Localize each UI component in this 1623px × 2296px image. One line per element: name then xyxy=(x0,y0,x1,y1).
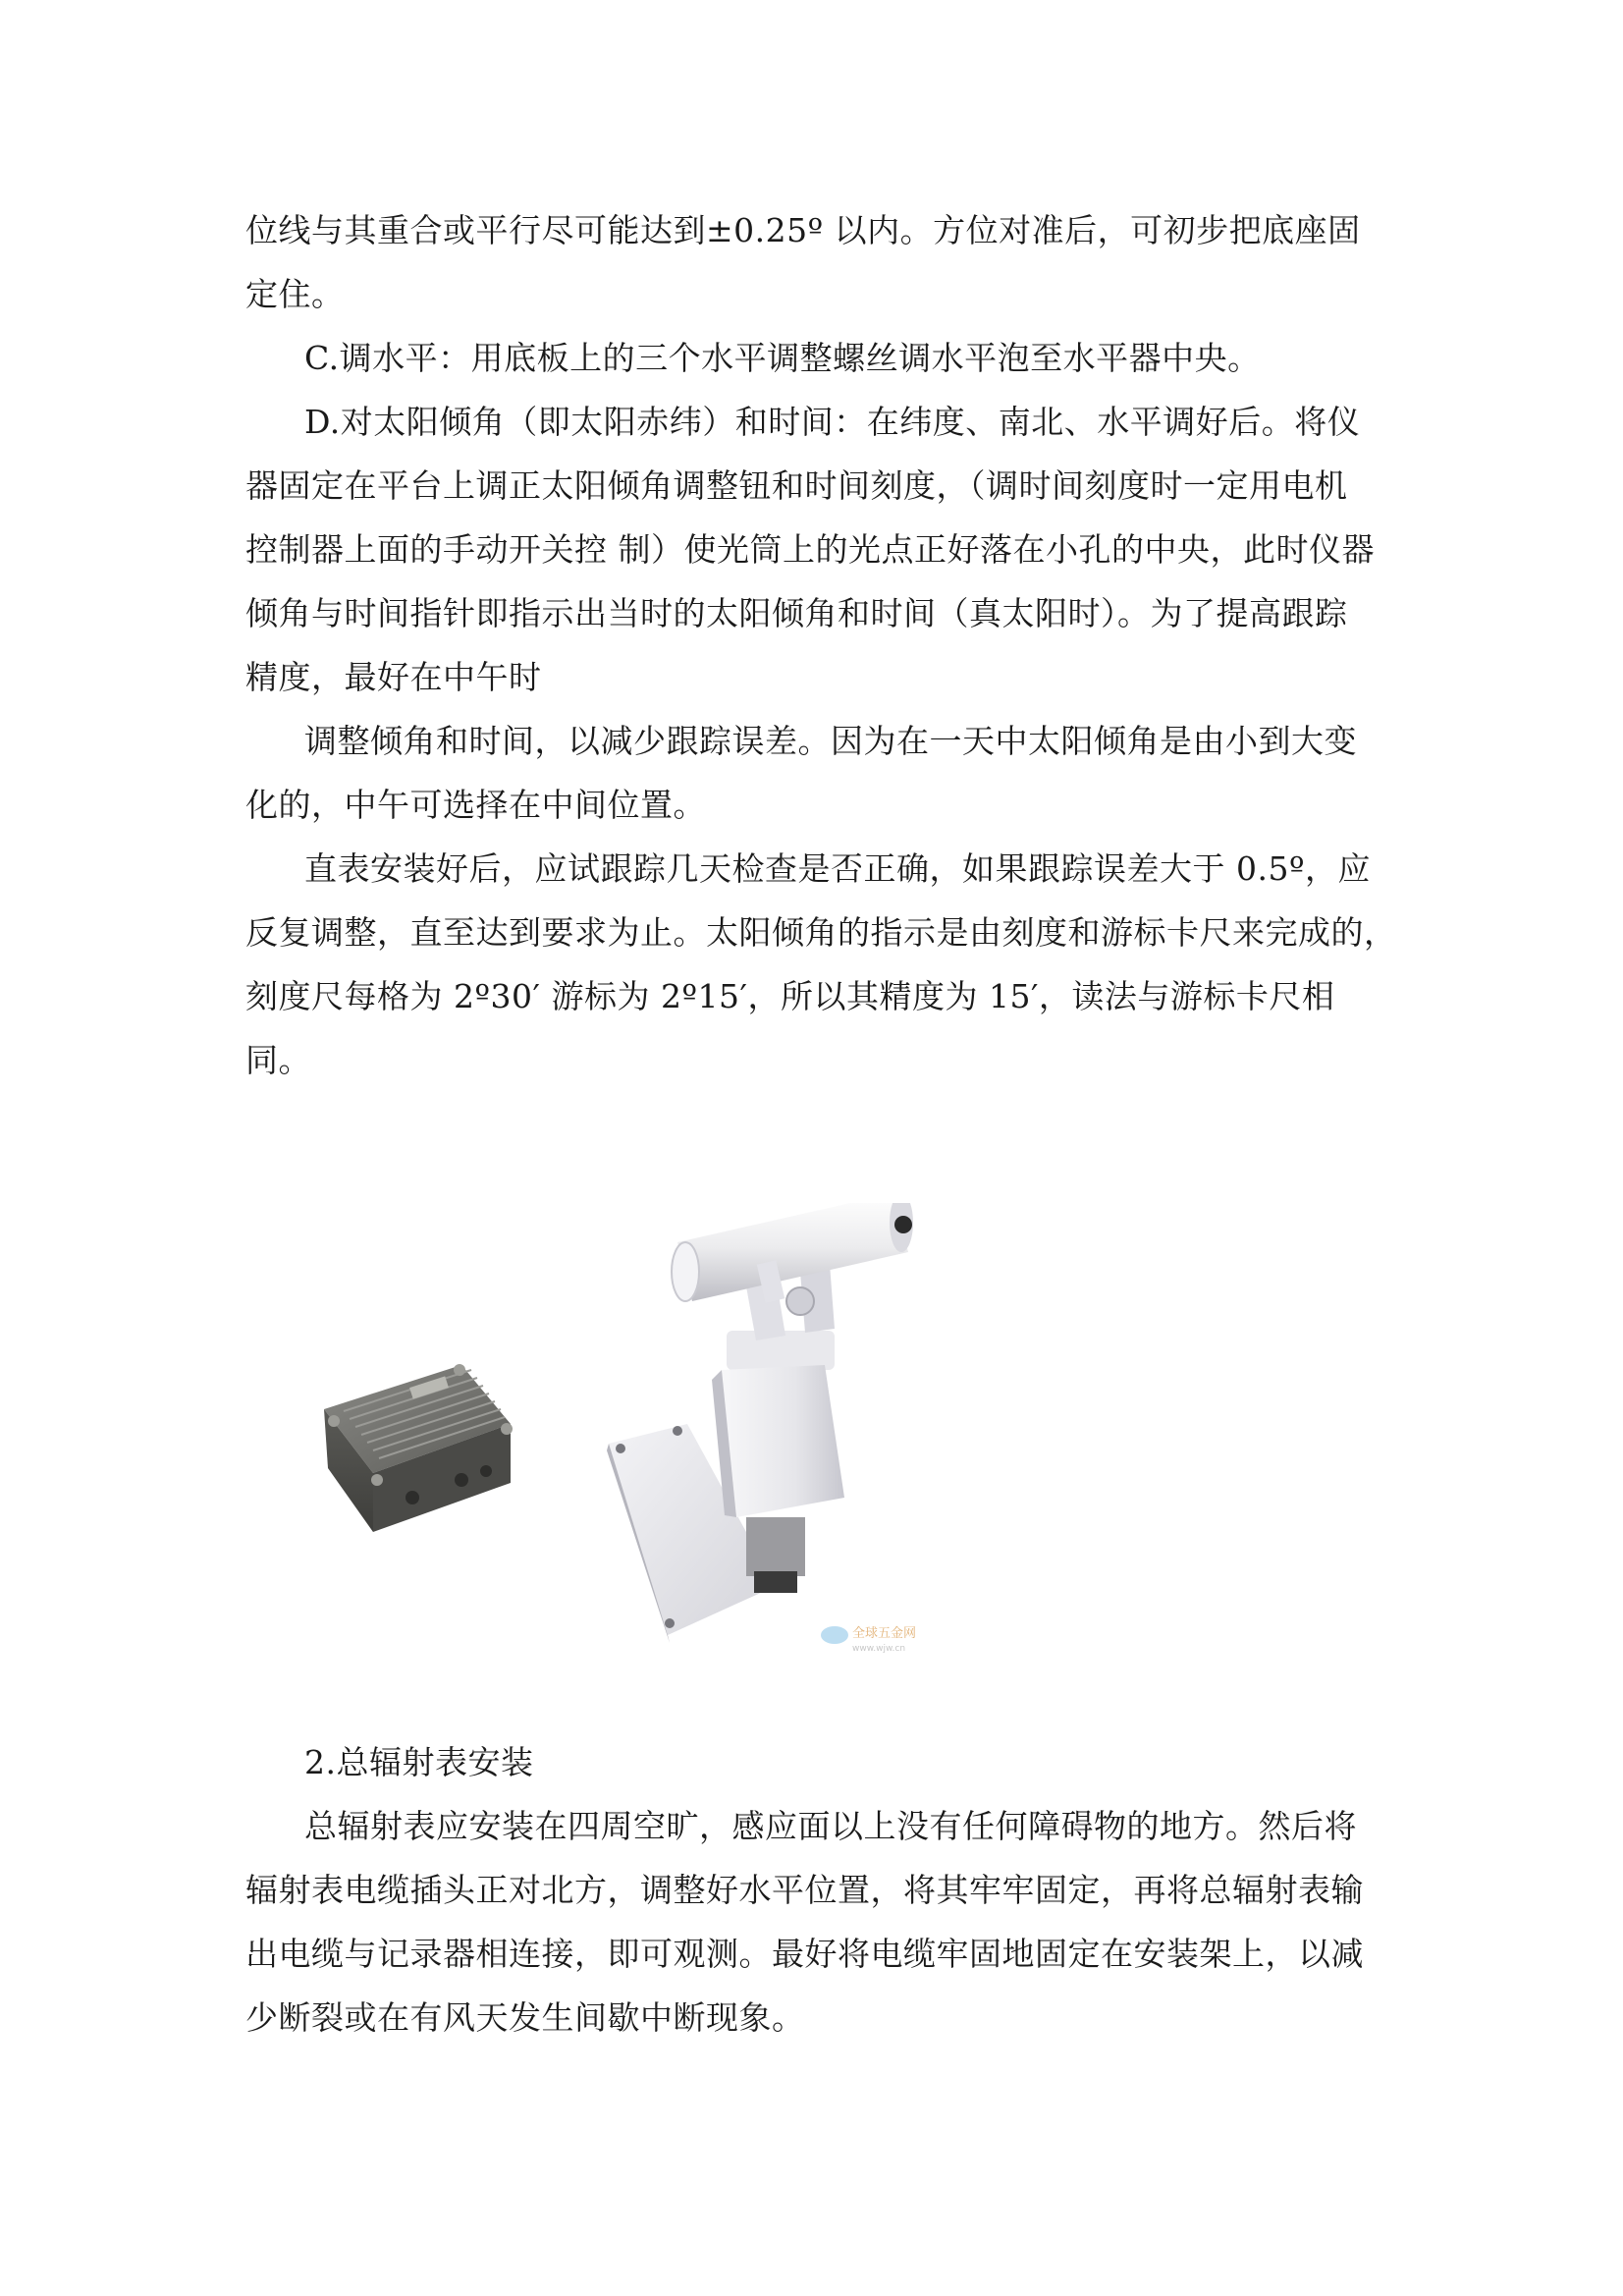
paragraph-5-line-3: 刻度尺每格为 2º30′ 游标为 2º15′，所以其精度为 15′，读法与游标卡尺相 xyxy=(245,977,1335,1015)
section-2-line-2: 辐射表电缆插头正对北方，调整好水平位置，将其牢牢固定，再将总辐射表输 xyxy=(245,1871,1364,1909)
paragraph-c-line-1: C.调水平：用底板上的三个水平调整螺丝调水平泡至水平器中央。 xyxy=(304,339,1261,377)
paragraph-1-line-2: 定住。 xyxy=(245,275,345,313)
paragraph-d-line-2: 器固定在平台上调正太阳倾角调整钮和时间刻度，（调时间刻度时一定用电机 xyxy=(245,466,1348,505)
paragraph-5-line-2: 反复调整，直至达到要求为止。太阳倾角的指示是由刻度和游标卡尺来完成的， xyxy=(245,913,1397,952)
tracker-photo xyxy=(314,1203,962,1665)
controller-box xyxy=(324,1364,513,1532)
paragraph-5-line-1: 直表安装好后，应试跟踪几天检查是否正确，如果跟踪误差大于 0.5º，应 xyxy=(304,849,1371,888)
section-2-line-1: 总辐射表应安装在四周空旷，感应面以上没有任何障碍物的地方。然后将 xyxy=(304,1807,1357,1845)
section-2-heading: 2.总辐射表安装 xyxy=(304,1743,534,1781)
tracker-light-tube xyxy=(672,1203,913,1303)
paragraph-5-line-4: 同。 xyxy=(245,1041,311,1079)
paragraph-4-line-2: 化的，中午可选择在中间位置。 xyxy=(245,786,706,824)
paragraph-1-line-1: 位线与其重合或平行尽可能达到±0.25º 以内。方位对准后，可初步把底座固 xyxy=(245,211,1361,249)
paragraph-d-line-3: 控制器上面的手动开关控 制）使光筒上的光点正好落在小孔的中央，此时仪器 xyxy=(245,530,1375,569)
tracker-illustration xyxy=(314,1203,962,1665)
paragraph-d-line-1: D.对太阳倾角（即太阳赤纬）和时间：在纬度、南北、水平调好后。将仪 xyxy=(304,403,1361,441)
watermark xyxy=(821,1625,916,1654)
section-2-line-4: 少断裂或在有风天发生间歇中断现象。 xyxy=(245,1998,805,2037)
watermark-text: 全球五金网 xyxy=(852,1626,917,1641)
section-2-line-3: 出电缆与记录器相连接，即可观测。最好将电缆牢固地固定在安装架上，以减 xyxy=(245,1935,1364,1973)
paragraph-d-line-5: 精度，最好在中午时 xyxy=(245,658,542,696)
paragraph-4-line-1: 调整倾角和时间，以减少跟踪误差。因为在一天中太阳倾角是由小到大变 xyxy=(304,722,1357,760)
watermark-url: www.wjw.cn xyxy=(852,1644,906,1654)
paragraph-d-line-4: 倾角与时间指针即指示出当时的太阳倾角和时间（真太阳时）。为了提高跟踪 xyxy=(245,594,1348,632)
